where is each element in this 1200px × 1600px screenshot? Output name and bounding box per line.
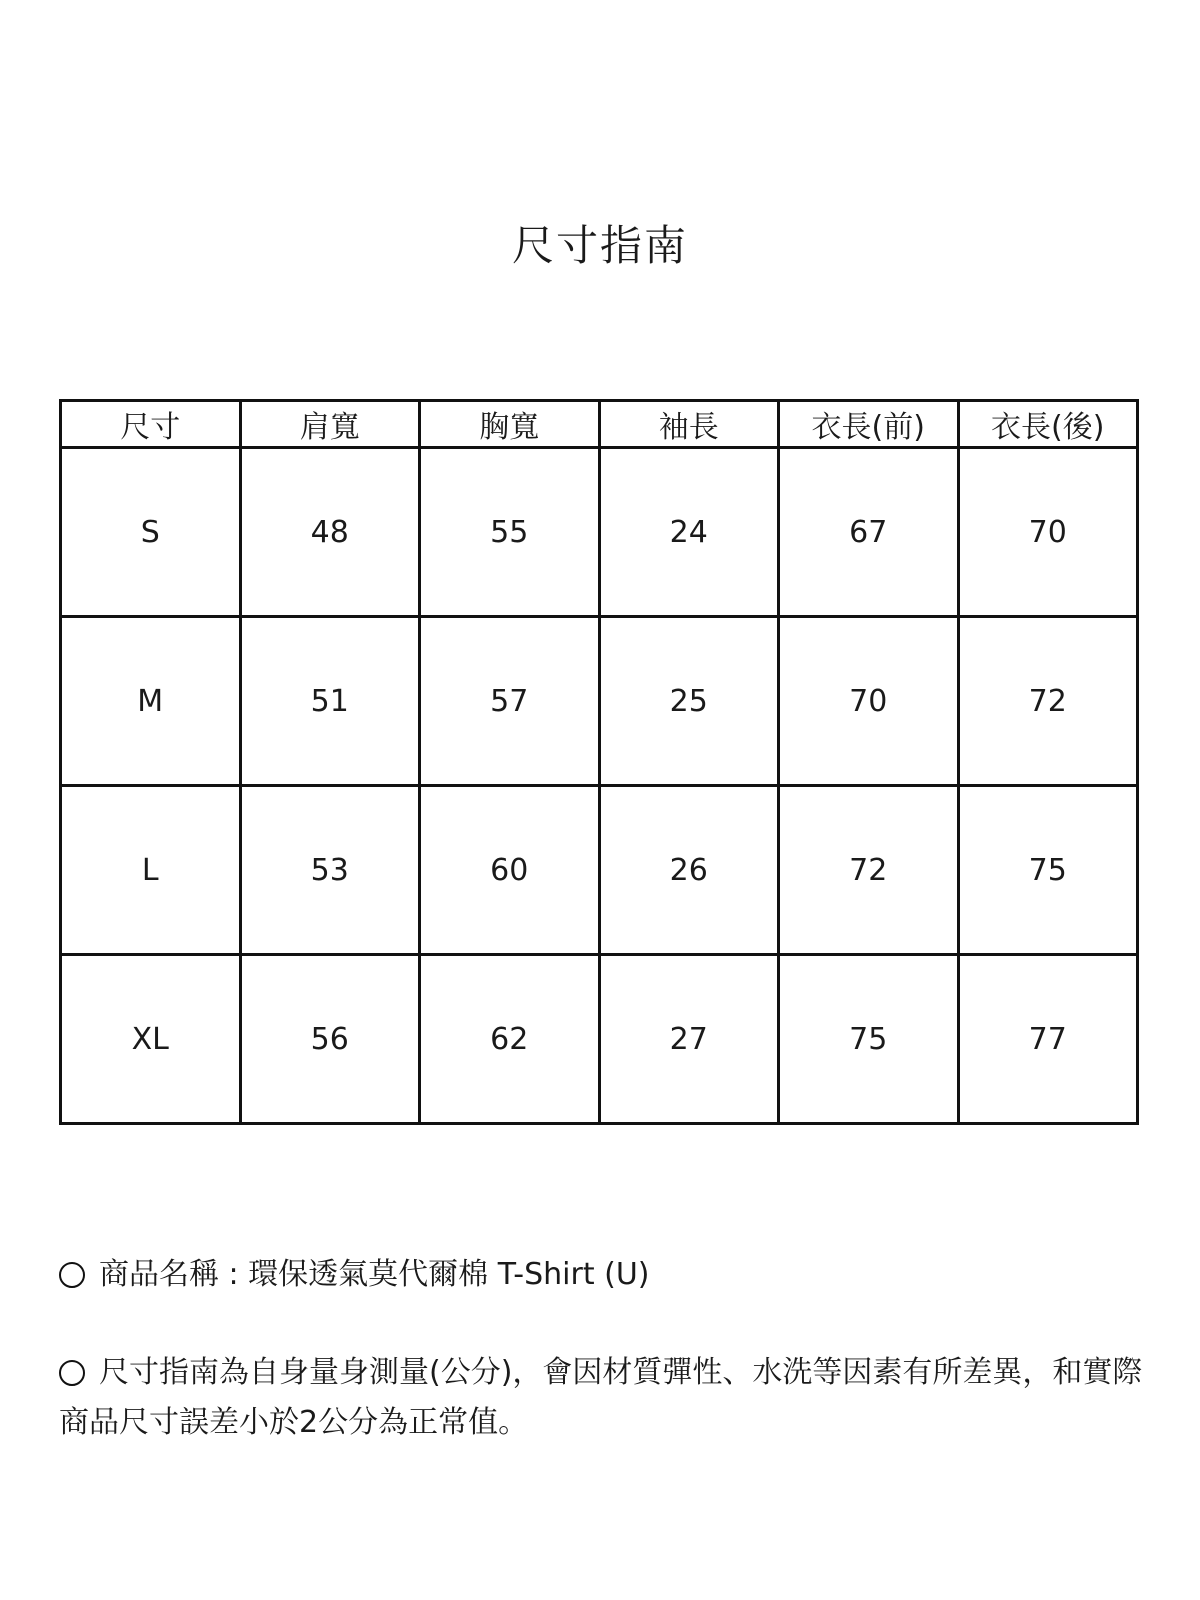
note-text: 尺寸指南為自身量身測量(公分)，會因材質彈性、水洗等因素有所差異，和實際商品尺寸誤差小於2公分為正常值。 xyxy=(59,1355,1143,1440)
table-cell: 57 xyxy=(420,617,600,786)
note-text: 商品名稱 : 環保透氣莫代爾棉 T-Shirt (U) xyxy=(99,1257,650,1292)
note-measurement-disclaimer xyxy=(59,1348,1149,1448)
header-back-length: 衣長(後) xyxy=(958,401,1138,448)
table-row xyxy=(61,617,1138,786)
table-cell: 70 xyxy=(958,448,1138,617)
table-cell: 72 xyxy=(779,786,959,955)
table-cell: 48 xyxy=(240,448,420,617)
note-product-name xyxy=(59,1250,1149,1300)
header-shoulder-width: 肩寬 xyxy=(240,401,420,448)
table-cell: 55 xyxy=(420,448,600,617)
notes-section xyxy=(59,1250,1149,1448)
table-row xyxy=(61,786,1138,955)
table-cell: 67 xyxy=(779,448,959,617)
table-header-row xyxy=(61,401,1138,448)
table-cell: 53 xyxy=(240,786,420,955)
circle-icon xyxy=(59,1262,85,1288)
size-table xyxy=(59,399,1139,1125)
table-cell: 56 xyxy=(240,955,420,1124)
table-cell: 60 xyxy=(420,786,600,955)
page-title: 尺寸指南 xyxy=(511,221,688,270)
table-cell: 26 xyxy=(599,786,779,955)
header-size: 尺寸 xyxy=(61,401,241,448)
table-cell: 77 xyxy=(958,955,1138,1124)
table-cell: 24 xyxy=(599,448,779,617)
table-cell: 75 xyxy=(958,786,1138,955)
table-row xyxy=(61,955,1138,1124)
table-cell: 27 xyxy=(599,955,779,1124)
header-chest-width: 胸寬 xyxy=(420,401,600,448)
table-cell-size: M xyxy=(61,617,241,786)
table-cell: 62 xyxy=(420,955,600,1124)
header-sleeve-length: 袖長 xyxy=(599,401,779,448)
table-cell: 51 xyxy=(240,617,420,786)
table-cell: 25 xyxy=(599,617,779,786)
table-cell: 70 xyxy=(779,617,959,786)
table-cell-size: L xyxy=(61,786,241,955)
header-front-length: 衣長(前) xyxy=(779,401,959,448)
table-cell: 72 xyxy=(958,617,1138,786)
table-cell-size: S xyxy=(61,448,241,617)
table-row xyxy=(61,448,1138,617)
table-cell: 75 xyxy=(779,955,959,1124)
table-cell-size: XL xyxy=(61,955,241,1124)
circle-icon xyxy=(59,1360,85,1386)
